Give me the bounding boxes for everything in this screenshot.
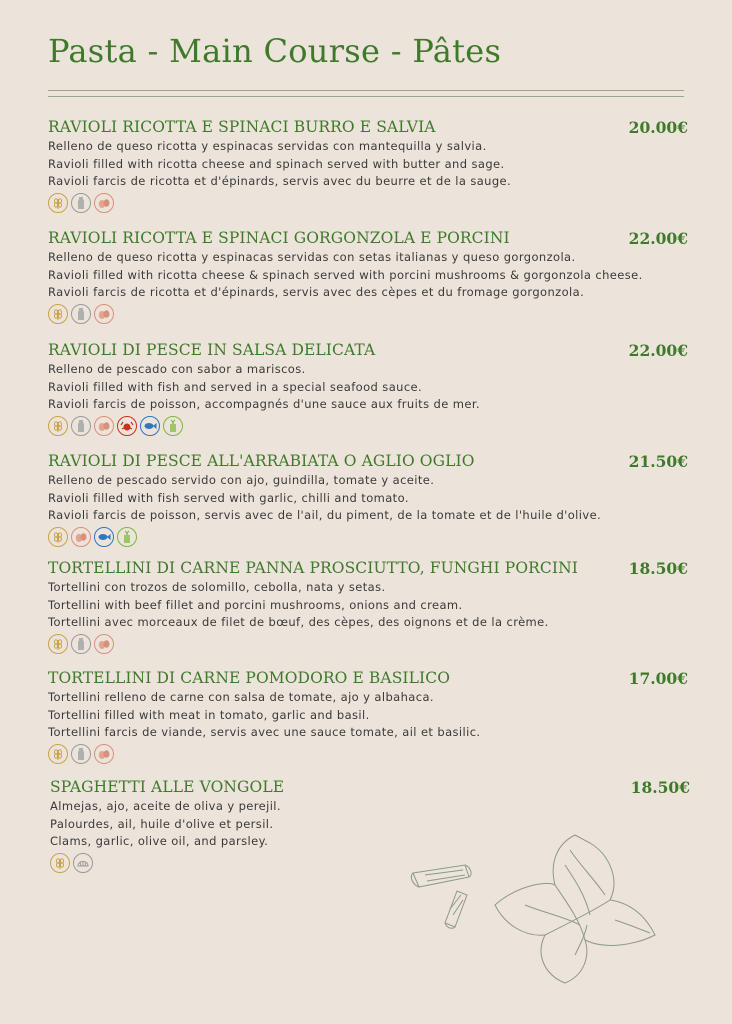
menu-item — [48, 341, 690, 438]
dairy-icon — [71, 193, 91, 213]
dish-price: 22.00€ — [628, 229, 688, 248]
dairy-icon — [71, 304, 91, 324]
celery-icon — [117, 527, 137, 547]
allergen-icons — [48, 527, 690, 549]
menu-item — [48, 559, 690, 656]
allergen-icons — [48, 634, 690, 656]
dish-description: Tortellini farcis de viande, servis avec une sauce tomate, ail et basilic. — [48, 725, 481, 740]
dish-description: Ravioli farcis de poisson, accompagnés d'une sauce aux fruits de mer. — [48, 397, 480, 412]
menu-item — [48, 118, 690, 215]
allergen-icons — [48, 416, 690, 438]
menu-item — [48, 669, 690, 766]
menu-item-header — [48, 118, 690, 138]
dish-description: Relleno de pescado servido con ajo, guindilla, tomate y aceite. — [48, 473, 435, 487]
gluten-icon — [48, 744, 68, 764]
dish-price: 17.00€ — [628, 669, 688, 688]
gluten-icon — [48, 416, 68, 436]
dish-description: Clams, garlic, olive oil, and parsley. — [50, 834, 269, 849]
page-title: Pasta - Main Course - Pâtes — [48, 32, 502, 70]
dish-name: RAVIOLI RICOTTA E SPINACI BURRO E SALVIA — [48, 118, 436, 136]
dish-price: 18.50€ — [628, 559, 688, 578]
menu-item-header — [48, 229, 690, 249]
dish-description: Relleno de queso ricotta y espinacas servidas con setas italianas y queso gorgonzola. — [48, 250, 576, 264]
mollusc-icon — [73, 853, 93, 873]
gluten-icon — [48, 527, 68, 547]
celery-icon — [163, 416, 183, 436]
dish-price: 18.50€ — [630, 778, 690, 797]
menu-item-header — [48, 669, 690, 689]
egg-icon — [94, 634, 114, 654]
dish-description: Palourdes, ail, huile d'olive et persil. — [50, 816, 274, 831]
menu-item-header — [50, 778, 692, 798]
gluten-icon — [50, 853, 70, 873]
dish-name: RAVIOLI RICOTTA E SPINACI GORGONZOLA E PORCINI — [48, 229, 510, 247]
dish-name: TORTELLINI DI CARNE PANNA PROSCIUTTO, FUNGHI PORCINI — [48, 559, 578, 577]
gluten-icon — [48, 304, 68, 324]
dish-description: Tortellini filled with meat in tomato, garlic and basil. — [48, 707, 370, 722]
dish-description: Tortellini with beef fillet and porcini mushrooms, onions and cream. — [48, 597, 463, 612]
dish-description: Ravioli farcis de ricotta et d'épinards, servis avec des cèpes et du fromage gorgonzola. — [48, 285, 585, 300]
dairy-icon — [71, 416, 91, 436]
dish-description: Ravioli farcis de ricotta et d'épinards, servis avec du beurre et de la sauge. — [48, 174, 512, 189]
dish-description: Relleno de pescado con sabor a mariscos. — [48, 362, 306, 376]
dairy-icon — [71, 744, 91, 764]
crustacean-icon — [117, 416, 137, 436]
dish-description: Ravioli filled with fish and served in a special seafood sauce. — [48, 379, 423, 394]
dish-name: RAVIOLI DI PESCE IN SALSA DELICATA — [48, 341, 376, 359]
dish-price: 21.50€ — [628, 452, 688, 471]
gluten-icon — [48, 634, 68, 654]
menu-item-header — [48, 452, 690, 472]
menu-item-header — [48, 559, 690, 579]
egg-icon — [94, 193, 114, 213]
dish-description: Relleno de queso ricotta y espinacas servidas con mantequilla y salvia. — [48, 139, 487, 153]
dish-description: Ravioli filled with fish served with garlic, chilli and tomato. — [48, 490, 409, 505]
dish-price: 20.00€ — [628, 118, 688, 137]
dish-description: Tortellini avec morceaux de filet de bœuf, des cèpes, des oignons et de la crème. — [48, 615, 549, 630]
dairy-icon — [71, 634, 91, 654]
allergen-icons — [48, 744, 690, 766]
allergen-icons — [48, 193, 690, 215]
egg-icon — [71, 527, 91, 547]
dish-name: RAVIOLI DI PESCE ALL'ARRABIATA O AGLIO OGLIO — [48, 452, 475, 470]
menu-item — [48, 229, 690, 326]
fish-icon — [140, 416, 160, 436]
menu-item — [48, 452, 690, 549]
divider — [48, 90, 684, 91]
dish-name: TORTELLINI DI CARNE POMODORO E BASILICO — [48, 669, 451, 687]
dish-description: Tortellini con trozos de solomillo, cebolla, nata y setas. — [48, 580, 386, 594]
fish-icon — [94, 527, 114, 547]
dish-description: Ravioli farcis de poisson, servis avec de l'ail, du piment, de la tomate et de l'huile d'olive. — [48, 508, 602, 523]
egg-icon — [94, 416, 114, 436]
dish-description: Ravioli filled with ricotta cheese and spinach served with butter and sage. — [48, 156, 505, 171]
allergen-icons — [48, 304, 690, 326]
divider — [48, 96, 684, 97]
egg-icon — [94, 744, 114, 764]
menu-item-header — [48, 341, 690, 361]
pasta-illustration — [405, 825, 685, 995]
dish-price: 22.00€ — [628, 341, 688, 360]
dish-description: Ravioli filled with ricotta cheese & spinach served with porcini mushrooms & gorgonzola cheese. — [48, 267, 643, 282]
dish-name: SPAGHETTI ALLE VONGOLE — [50, 778, 285, 796]
egg-icon — [94, 304, 114, 324]
dish-description: Almejas, ajo, aceite de oliva y perejil. — [50, 799, 281, 813]
gluten-icon — [48, 193, 68, 213]
dish-description: Tortellini relleno de carne con salsa de tomate, ajo y albahaca. — [48, 690, 434, 704]
